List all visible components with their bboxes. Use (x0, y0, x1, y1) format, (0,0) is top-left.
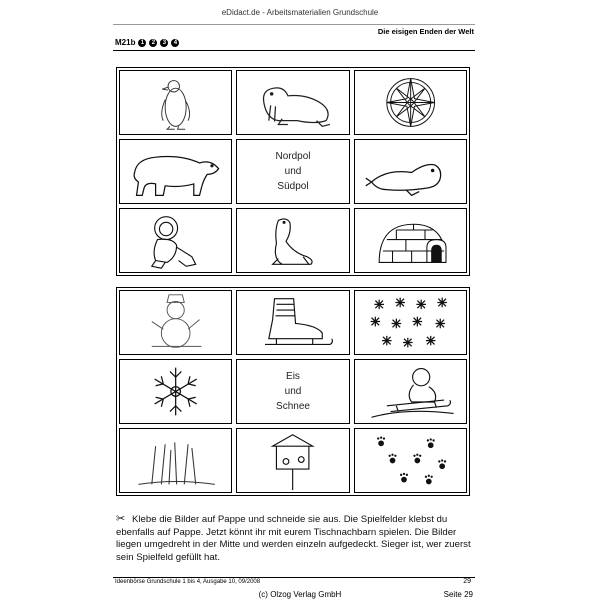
ice-skate-icon (237, 291, 348, 354)
level-4-badge: 4 (171, 39, 179, 47)
cell-sledding-child (354, 359, 467, 424)
footer-publisher: (c) Olzog Verlag GmbH (258, 590, 342, 599)
cell-snowflake (119, 359, 232, 424)
site-header: eDidact.de - Arbeitsmaterialien Grundschule (221, 8, 379, 17)
animal-tracks-icon (355, 429, 466, 492)
cell-snowflakes (354, 290, 467, 355)
cell-sea-lion (236, 208, 349, 273)
header-rule (113, 24, 475, 25)
cell-penguin (119, 70, 232, 135)
cell-seal (354, 139, 467, 204)
instructions (116, 513, 476, 564)
code-label: M21b (115, 38, 136, 47)
cell-center-nordpol (236, 139, 349, 204)
title-rule (113, 50, 475, 51)
cell-animal-tracks (354, 428, 467, 493)
skis-icon (120, 429, 231, 492)
cell-igloo (354, 208, 467, 273)
child-in-snowsuit-icon (120, 209, 231, 272)
igloo-icon (355, 209, 466, 272)
cell-walrus (236, 70, 349, 135)
cell-ice-skate (236, 290, 349, 355)
cell-child-snowsuit (119, 208, 232, 273)
footer-source: Ideenbörse Grundschule 1 bis 4, Ausgabe 10, 09/2008 (115, 579, 261, 585)
polar-bear-icon (120, 140, 231, 203)
penguin-icon (120, 71, 231, 134)
scissors-icon: ✂ (116, 513, 126, 525)
footer-seite: Seite 29 (443, 590, 473, 599)
footer-rule (113, 577, 475, 578)
snowman-icon (120, 291, 231, 354)
compass-rose-icon (355, 71, 466, 134)
snowflake-icon (120, 360, 231, 423)
level-1-badge: 1 (138, 39, 146, 47)
level-2-badge: 2 (149, 39, 157, 47)
sledding-child-icon (355, 360, 466, 423)
cell-center-eis (236, 359, 349, 424)
seal-icon (355, 140, 466, 203)
instructions-text: Klebe die Bilder auf Pappe und schneide sie aus. Die Spielfelder klebst du ebenfalls auf Pappe. Jetzt könnt ihr mit eurem Tischnachbarn spielen. Die Bilder liegen umgedreht in der Mitte und werden einzeln aufgedeckt. Sieger ist, wer zuerst sein Spielfeld gefüllt hat. (116, 514, 471, 563)
sea-lion-icon (237, 209, 348, 272)
sheet-code (115, 38, 179, 47)
level-3-badge: 3 (160, 39, 168, 47)
board1-center-label: Nordpol und Südpol (275, 151, 311, 192)
cell-snowman (119, 290, 232, 355)
footer-page-number: 29 (463, 578, 471, 585)
board-eis-schnee (116, 287, 470, 496)
cell-polar-bear (119, 139, 232, 204)
cell-bird-feeder (236, 428, 349, 493)
cell-compass (354, 70, 467, 135)
cell-skis (119, 428, 232, 493)
board2-center-label: Eis und Schnee (276, 371, 310, 412)
snowflakes-icon (355, 291, 466, 354)
sheet-title: Die eisigen Enden der Welt (377, 27, 474, 36)
bird-feeder-icon (237, 429, 348, 492)
board-nordpol-suedpol (116, 67, 470, 276)
walrus-icon (237, 71, 348, 134)
